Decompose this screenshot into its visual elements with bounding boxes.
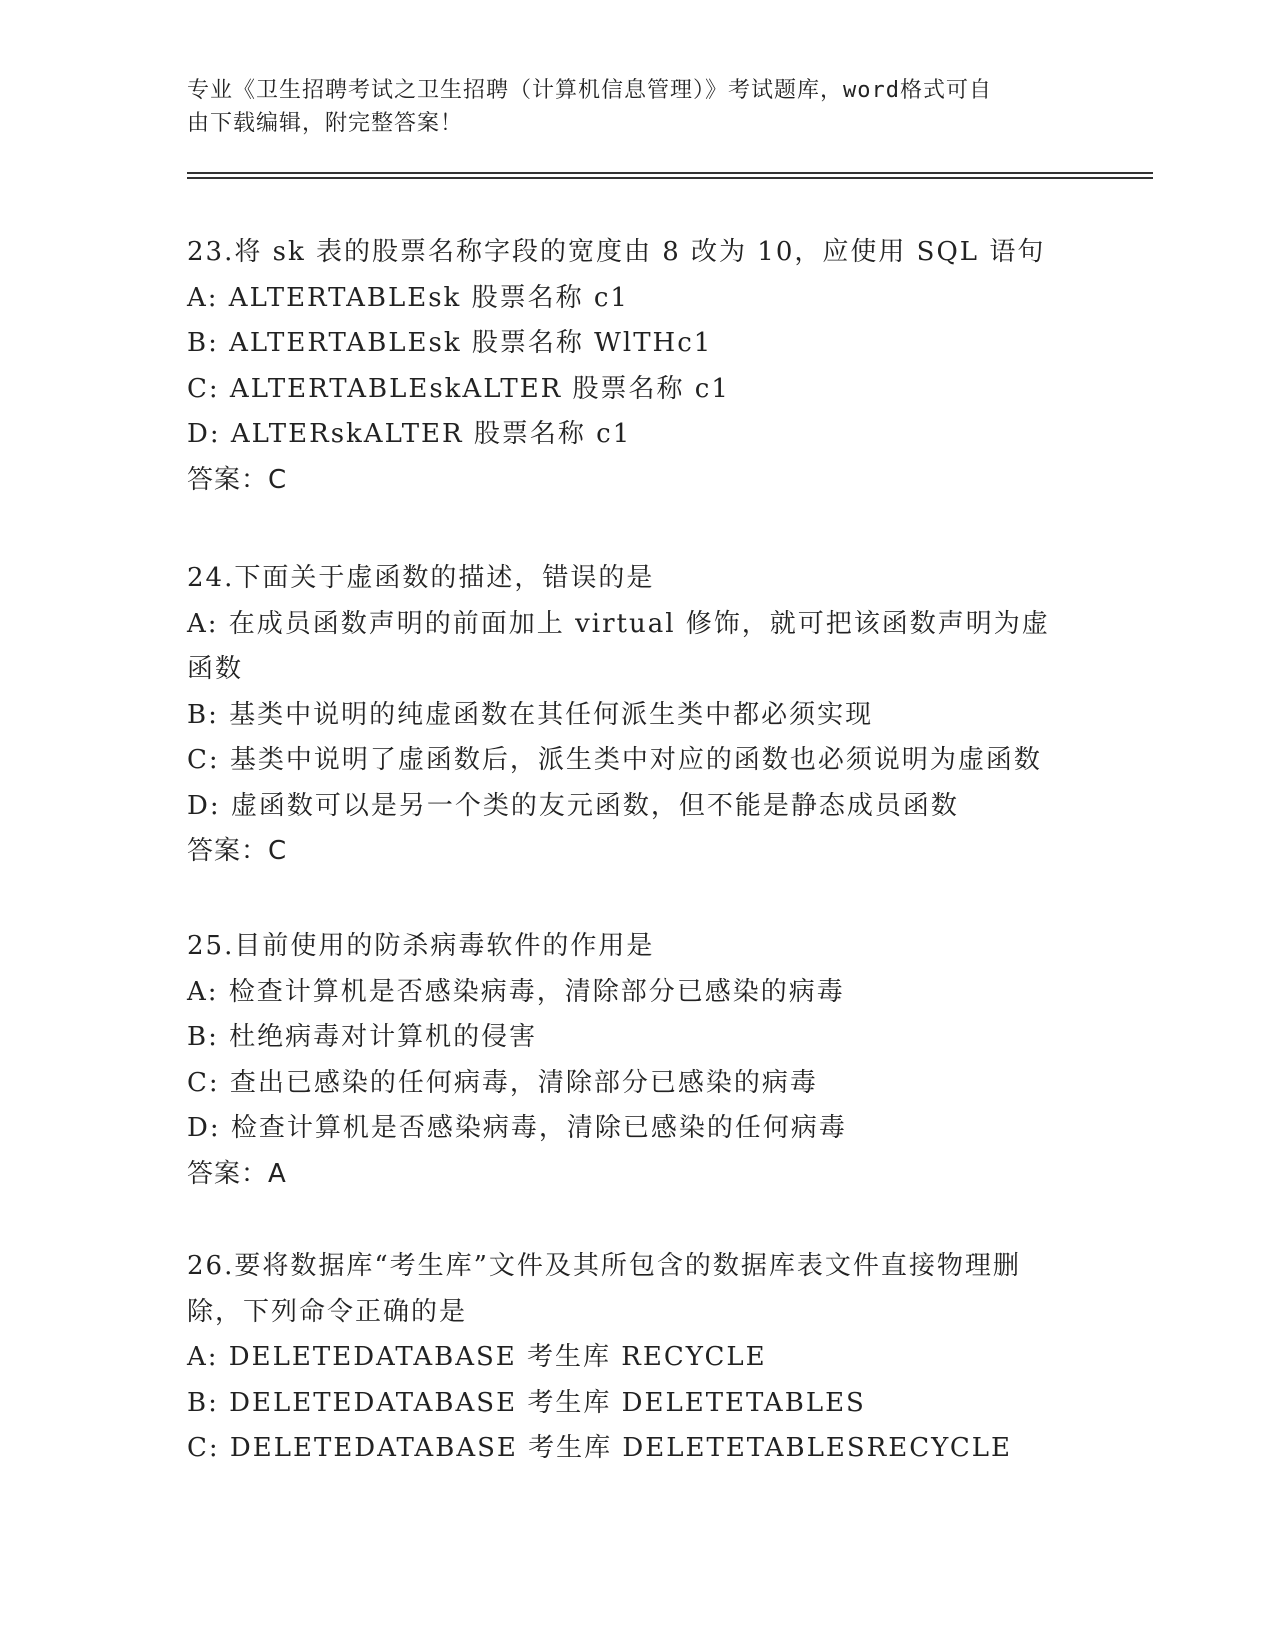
option-b: B: 基类中说明的纯虚函数在其任何派生类中都必须实现 (187, 699, 874, 730)
question-25 (187, 924, 1087, 1197)
option-a: A: DELETEDATABASE 考生库 RECYCLE (187, 1342, 767, 1372)
option-a: A: 在成员函数声明的前面加上 virtual 修饰，就可把该函数声明为虚 (187, 608, 1050, 639)
question-stem-continued: 除，下列命令正确的是 (187, 1296, 468, 1327)
header-line-1: 专业《卫生招聘考试之卫生招聘（计算机信息管理）》考试题库，word格式可自 (187, 78, 992, 103)
question-stem: 24.下面关于虚函数的描述，错误的是 (187, 563, 655, 593)
option-b: B: ALTERTABLEsk 股票名称 WlTHc1 (187, 328, 713, 358)
question-24 (187, 556, 1087, 875)
option-a: A: ALTERTABLEsk 股票名称 c1 (187, 282, 629, 313)
answer: 答案：C (187, 836, 288, 866)
option-c: C: DELETEDATABASE 考生库 DELETETABLESRECYCLE (187, 1433, 1012, 1463)
question-23 (187, 230, 1087, 503)
answer: 答案：A (187, 1158, 287, 1189)
option-b: B: 杜绝病毒对计算机的侵害 (187, 1022, 538, 1052)
option-b: B: DELETEDATABASE 考生库 DELETETABLES (187, 1387, 866, 1418)
option-c: C: 查出已感染的任何病毒，清除部分已感染的病毒 (187, 1067, 818, 1098)
option-d: D: 检查计算机是否感染病毒，清除已感染的任何病毒 (187, 1113, 847, 1143)
header-line-2: 由下载编辑，附完整答案！ (187, 111, 464, 136)
option-c: C: 基类中说明了虚函数后，派生类中对应的函数也必须说明为虚函数 (187, 745, 1042, 775)
option-d: D: ALTERskALTER 股票名称 c1 (187, 419, 632, 449)
document-header (187, 74, 1067, 140)
question-stem: 23.将 sk 表的股票名称字段的宽度由 8 改为 10，应使用 SQL 语句 (187, 237, 1046, 267)
answer: 答案：C (187, 464, 288, 495)
header-divider-bottom (187, 177, 1153, 179)
option-a-continued: 函数 (187, 654, 244, 684)
option-c: C: ALTERTABLEskALTER 股票名称 c1 (187, 373, 730, 404)
header-divider-top (187, 172, 1153, 174)
question-26 (187, 1244, 1087, 1472)
question-stem: 25.目前使用的防杀病毒软件的作用是 (187, 931, 655, 961)
option-d: D: 虚函数可以是另一个类的友元函数，但不能是静态成员函数 (187, 790, 959, 821)
question-stem: 26.要将数据库“考生库”文件及其所包含的数据库表文件直接物理删 (187, 1251, 1021, 1281)
option-a: A: 检查计算机是否感染病毒，清除部分已感染的病毒 (187, 976, 845, 1007)
